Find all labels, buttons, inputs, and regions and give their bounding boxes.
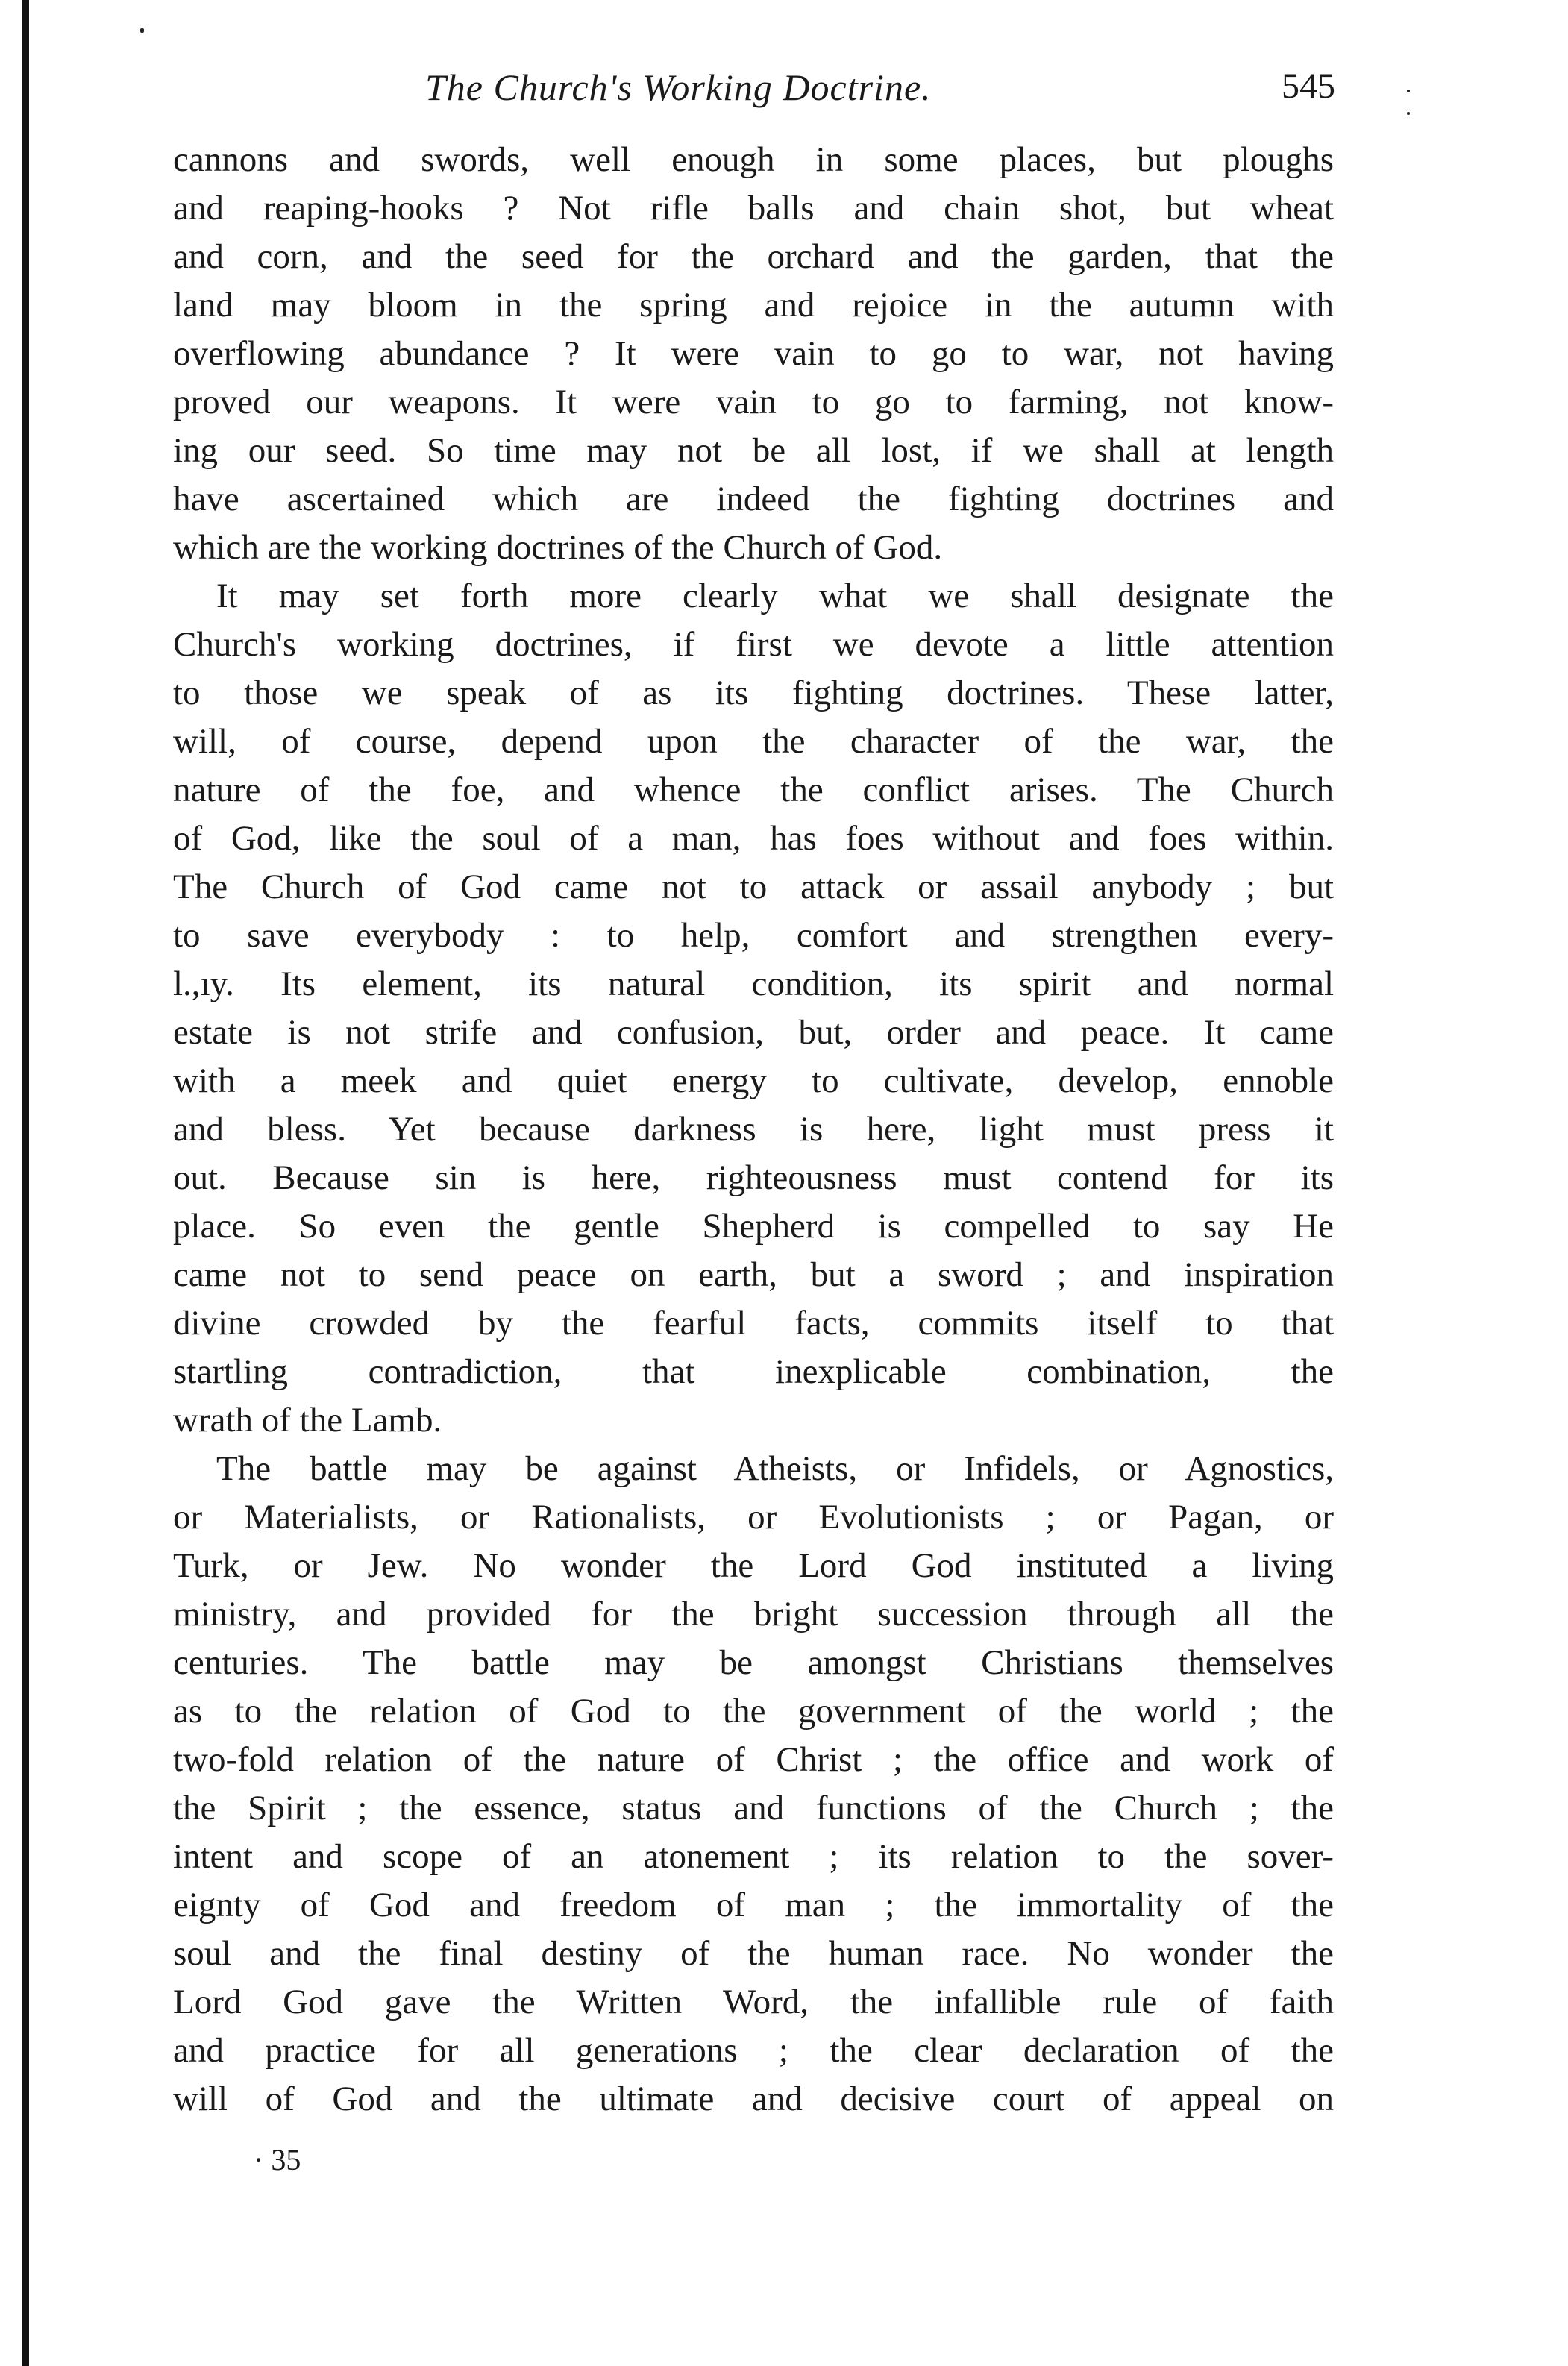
text-line: divine crowded by the fearful facts, commits itself to that — [173, 1304, 1334, 1343]
text-line: the Spirit ; the essence, status and functions of the Church ; the — [173, 1789, 1334, 1827]
running-title: The Church's Working Doctrine. — [425, 66, 932, 108]
text-line: which are the working doctrines of the Church of God. — [173, 528, 943, 567]
text-line: place. So even the gentle Shepherd is compelled to say He — [173, 1207, 1334, 1246]
text-line: cannons and swords, well enough in some places, but ploughs — [173, 140, 1334, 179]
print-speck — [1407, 90, 1410, 92]
page-binding-edge — [22, 0, 29, 2366]
text-line: came not to send peace on earth, but a sword ; and inspiration — [173, 1255, 1334, 1294]
text-line: overflowing abundance ? It were vain to go to war, not having — [173, 334, 1334, 373]
text-line: Lord God gave the Written Word, the infallible rule of faith — [173, 1983, 1334, 2021]
text-line: out. Because sin is here, righteousness must contend for its — [173, 1158, 1334, 1197]
text-line: land may bloom in the spring and rejoice in the autumn with — [173, 286, 1334, 324]
text-line: of God, like the soul of a man, has foes without and foes within. — [173, 819, 1334, 858]
text-line: wrath of the Lamb. — [173, 1401, 442, 1440]
text-line: have ascertained which are indeed the fighting doctrines and — [173, 480, 1334, 518]
text-line: ministry, and provided for the bright succession through all the — [173, 1595, 1334, 1634]
text-line: two-fold relation of the nature of Christ ; the office and work of — [173, 1740, 1334, 1779]
text-line: and corn, and the seed for the orchard and the garden, that the — [173, 237, 1334, 276]
text-line: ing our seed. So time may not be all lost, if we shall at length — [173, 431, 1334, 470]
running-head — [172, 66, 1335, 125]
paragraph-first-line: The battle may be against Atheists, or Infidels, or Agnostics, — [216, 1449, 1334, 1488]
text-line: l.,ıy. Its element, its natural condition, its spirit and normal — [173, 964, 1334, 1003]
text-line: or Materialists, or Rationalists, or Evolutionists ; or Pagan, or — [173, 1498, 1334, 1537]
text-line: Turk, or Jew. No wonder the Lord God instituted a living — [173, 1546, 1334, 1585]
paragraph-first-line: It may set forth more clearly what we shall designate the — [216, 577, 1334, 615]
print-speck — [1407, 112, 1410, 115]
text-line: and reaping-hooks ? Not rifle balls and chain shot, but wheat — [173, 189, 1334, 228]
text-line: proved our weapons. It were vain to go to farming, not know- — [173, 383, 1334, 421]
text-line: with a meek and quiet energy to cultivate, develop, ennoble — [173, 1061, 1334, 1100]
text-line: will of God and the ultimate and decisive court of appeal on — [173, 2080, 1334, 2118]
text-line: estate is not strife and confusion, but, order and peace. It came — [173, 1013, 1334, 1052]
text-line: Church's working doctrines, if first we devote a little attention — [173, 625, 1334, 664]
text-line: soul and the final destiny of the human race. No wonder the — [173, 1934, 1334, 1973]
print-speck — [140, 28, 144, 33]
text-line: to those we speak of as its fighting doctrines. These latter, — [173, 674, 1334, 712]
text-line: centuries. The battle may be amongst Christians themselves — [173, 1643, 1334, 1682]
text-line: as to the relation of God to the government of the world ; the — [173, 1692, 1334, 1730]
text-line: and bless. Yet because darkness is here, light must press it — [173, 1110, 1334, 1149]
text-line: intent and scope of an atonement ; its relation to the sover- — [173, 1837, 1334, 1876]
text-line: eignty of God and freedom of man ; the immortality of the — [173, 1886, 1334, 1924]
signature-mark: · 35 — [254, 2143, 301, 2177]
text-line: will, of course, depend upon the character of the war, the — [173, 722, 1334, 761]
text-line: to save everybody : to help, comfort and strengthen every- — [173, 916, 1334, 955]
page-number: 545 — [1282, 66, 1335, 106]
text-line: and practice for all generations ; the clear declaration of the — [173, 2031, 1334, 2070]
text-line: nature of the foe, and whence the conflict arises. The Church — [173, 771, 1334, 809]
text-line: startling contradiction, that inexplicable combination, the — [173, 1352, 1334, 1391]
body-text — [173, 136, 1334, 2124]
text-line: The Church of God came not to attack or assail anybody ; but — [173, 867, 1334, 906]
